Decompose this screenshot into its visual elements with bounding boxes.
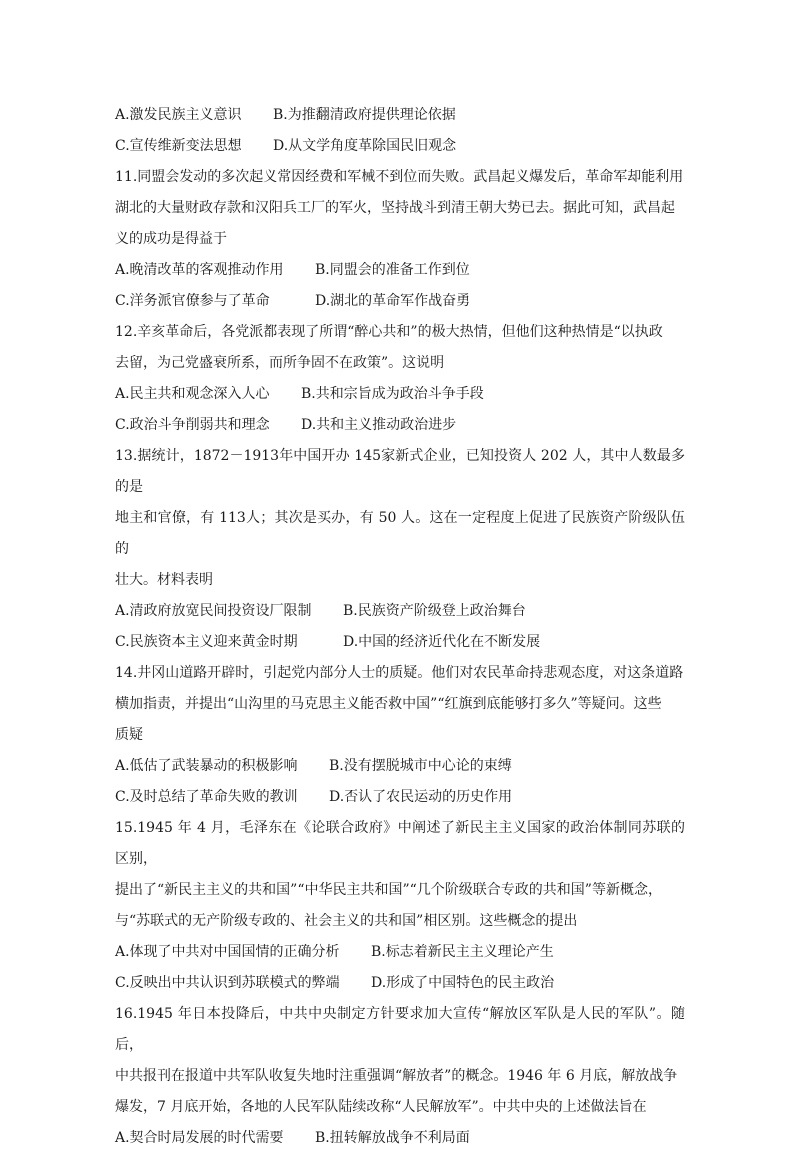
q15-option-b[interactable]: B.标志着新民主主义理论产生	[371, 944, 554, 960]
q11-stem-line-2: 湖北的大量财政存款和汉阳兵工厂的军火，坚持战斗到清王朝大势已去。据此可知，武昌起	[115, 200, 675, 216]
q13-option-d[interactable]: D.中国的经济近代化在不断发展	[343, 634, 541, 650]
q12-stem-line-2: 去留，为己党盛衰所系，而所争固不在政策”。这说明	[115, 355, 445, 371]
q15-option-d[interactable]: D.形成了中国特色的民主政治	[371, 975, 555, 991]
question-12	[115, 317, 685, 441]
exam-page	[115, 100, 685, 1154]
q15-options-row-1	[115, 937, 685, 968]
q13-option-b[interactable]: B.民族资产阶级登上政治舞台	[343, 603, 526, 619]
q16-stem-line-1: 16.1945 年日本投降后，中共中央制定方针要求加大宣传“解放区军队是人民的军队”。随后，	[115, 1006, 685, 1053]
q10-options-row-2	[115, 131, 685, 162]
question-15	[115, 813, 685, 999]
q16-stem-line-3: 爆发，7 月底开始，各地的人民军队陆续改称“人民解放军”。中共中央的上述做法旨在	[115, 1099, 647, 1115]
q12-option-d[interactable]: D.共和主义推动政治进步	[301, 417, 457, 433]
q10-options-row-1	[115, 100, 685, 131]
q15-stem-line-2: 提出了“新民主主义的共和国”“中华民主共和国”“几个阶级联合专政的共和国”等新概念，	[115, 882, 662, 898]
q10-option-a[interactable]: A.激发民族主义意识	[115, 107, 242, 123]
q13-option-c[interactable]: C.民族资本主义迎来黄金时期	[115, 634, 298, 650]
q16-options-row-1	[115, 1123, 685, 1154]
q13-stem-line-2: 地主和官僚，有 113人；其次是买办，有 50 人。这在一定程度上促进了民族资产阶级队伍的	[115, 510, 685, 557]
q14-option-b[interactable]: B.没有摆脱城市中心论的束缚	[329, 758, 512, 774]
question-13	[115, 441, 685, 658]
q12-options-row-1	[115, 379, 685, 410]
q11-stem-line-3: 义的成功是得益于	[115, 231, 227, 247]
q16-stem-line-2: 中共报刊在报道中共军队收复失地时注重强调“解放者”的概念。1946 年 6 月底，解放战争	[115, 1068, 678, 1084]
question-14	[115, 658, 685, 813]
q15-options-row-2	[115, 968, 685, 999]
q13-options-row-2	[115, 627, 685, 658]
q15-option-c[interactable]: C.反映出中共认识到苏联模式的弊端	[115, 975, 340, 991]
q14-options-row-2	[115, 782, 685, 813]
q12-option-c[interactable]: C.政治斗争削弱共和理念	[115, 417, 270, 433]
q15-stem-line-1: 15.1945 年 4 月，毛泽东在《论联合政府》中阐述了新民主主义国家的政治体制同苏联的区别，	[115, 820, 685, 867]
q12-options-row-2	[115, 410, 685, 441]
q12-option-a[interactable]: A.民主共和观念深入人心	[115, 386, 270, 402]
q11-options-row-1	[115, 255, 685, 286]
q16-option-b[interactable]: B.扭转解放战争不利局面	[315, 1130, 470, 1146]
q11-option-d[interactable]: D.湖北的革命军作战奋勇	[315, 293, 471, 309]
q14-option-c[interactable]: C.及时总结了革命失败的教训	[115, 789, 298, 805]
q10-option-c[interactable]: C.宣传维新变法思想	[115, 138, 242, 154]
q13-option-a[interactable]: A.清政府放宽民间投资设厂限制	[115, 603, 312, 619]
q14-stem-line-3: 质疑	[115, 727, 143, 743]
q13-stem-line-3: 壮大。材料表明	[115, 572, 213, 588]
q13-options-row-1	[115, 596, 685, 627]
question-11	[115, 162, 685, 317]
q10-option-d[interactable]: D.从文学角度革除国民旧观念	[273, 138, 457, 154]
q11-option-c[interactable]: C.洋务派官僚参与了革命	[115, 293, 270, 309]
q14-stem-line-1: 14.井冈山道路开辟时，引起党内部分人士的质疑。他们对农民革命持悲观态度，对这条道路	[115, 665, 684, 681]
q12-stem-line-1: 12.辛亥革命后，各党派都表现了所谓“醉心共和”的极大热情，但他们这种热情是“以执政	[115, 324, 663, 340]
q12-option-b[interactable]: B.共和宗旨成为政治斗争手段	[301, 386, 484, 402]
q15-stem-line-3: 与“苏联式的无产阶级专政的、社会主义的共和国”相区别。这些概念的提出	[115, 913, 578, 929]
question-16	[115, 999, 685, 1154]
q16-option-a[interactable]: A.契合时局发展的时代需要	[115, 1130, 284, 1146]
q11-options-row-2	[115, 286, 685, 317]
q14-options-row-1	[115, 751, 685, 782]
q14-stem-line-2: 横加指责，并提出“山沟里的马克思主义能否救中国”“红旗到底能够打多久”等疑问。这些	[115, 696, 662, 712]
q11-option-a[interactable]: A.晚清改革的客观推动作用	[115, 262, 284, 278]
q14-option-d[interactable]: D.否认了农民运动的历史作用	[329, 789, 513, 805]
q15-option-a[interactable]: A.体现了中共对中国国情的正确分析	[115, 944, 340, 960]
q11-option-b[interactable]: B.同盟会的准备工作到位	[315, 262, 470, 278]
q14-option-a[interactable]: A.低估了武装暴动的积极影响	[115, 758, 298, 774]
q10-option-b[interactable]: B.为推翻清政府提供理论依据	[273, 107, 456, 123]
q13-stem-line-1: 13.据统计，1872－1913年中国开办 145家新式企业，已知投资人 202 人，其中人数最多的是	[115, 448, 685, 495]
q11-stem-line-1: 11.同盟会发动的多次起义常因经费和军械不到位而失败。武昌起义爆发后，革命军却能利用	[115, 169, 684, 185]
